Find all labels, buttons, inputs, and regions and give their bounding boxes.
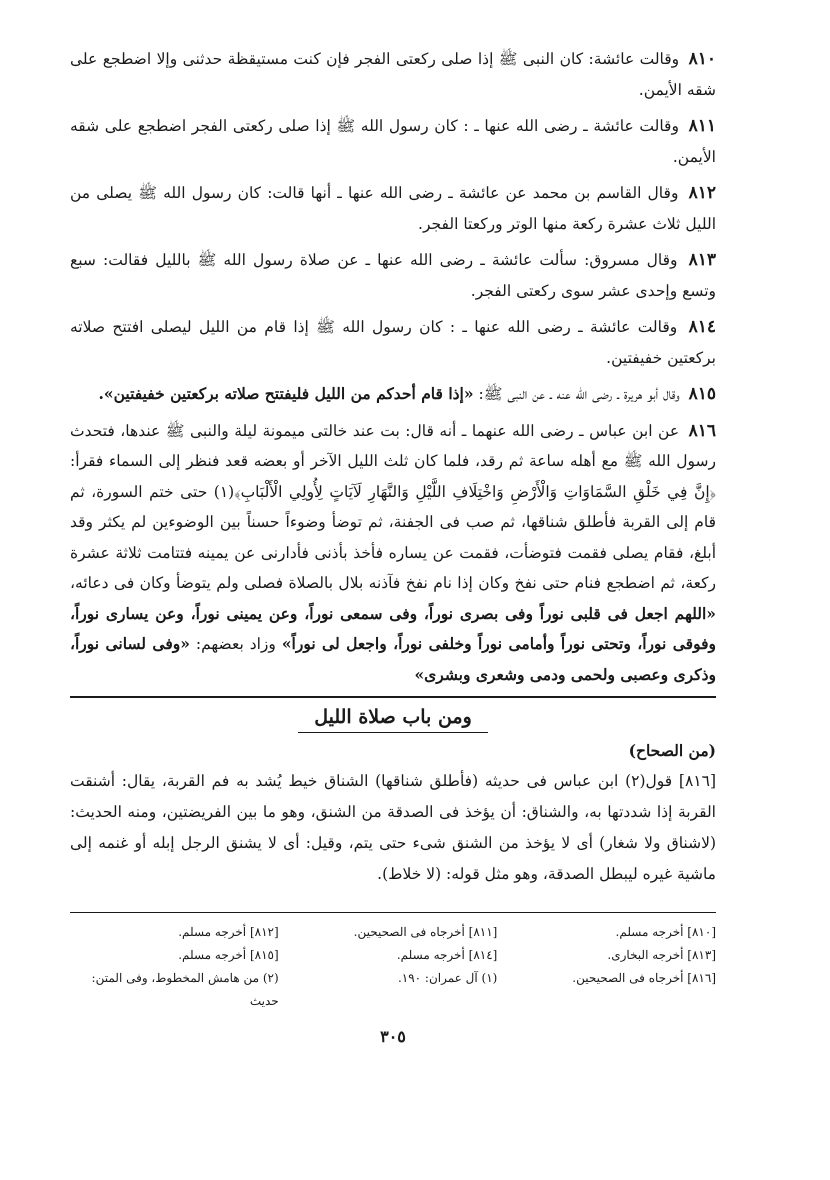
footnote: [٨١٣] أخرجه البخارى. — [607, 948, 716, 962]
hadith-text: وقال القاسم بن محمد عن عائشة ـ رضى الله عنها ـ أنها قالت: كان رسول الله ﷺ يصلى من الليل ثلاث عشرة ركعة منها الوتر وركعتا الفجر. — [70, 184, 716, 233]
hadith-quote: «إذا قام أحدكم من الليل فليفتتح صلاته بركعتين خفيفتين». — [98, 384, 474, 403]
hadith-number: ٨١٢ — [688, 183, 716, 203]
title-underline — [298, 732, 488, 733]
footnote: [٨١٤] أخرجه مسلم. — [396, 948, 498, 962]
hadith-number: ٨١٥ — [688, 384, 716, 404]
hadith-lead: وقال أبو هريرة ـ رضى الله عنه ـ عن النبى ﷺ: — [478, 385, 680, 403]
footnotes — [70, 921, 716, 1013]
hadith-number: ٨١٠ — [688, 49, 716, 69]
section-title-text: ومن باب صلاة الليل — [314, 706, 472, 728]
hadith-text: وقال مسروق: سألت عائشة ـ رضى الله عنها ـ عن صلاة رسول الله ﷺ بالليل فقالت: سبع وتسع وإحدى عشر سوى ركعتى الفجر. — [70, 251, 716, 300]
hadith-text: وقالت عائشة ـ رضى الله عنها ـ : كان رسول الله ﷺ إذا قام من الليل ليصلى افتتح صلاته بركعتين خفيفتين. — [70, 318, 716, 367]
hadith-addition-lead: وزاد بعضهم: — [195, 635, 276, 653]
page — [70, 44, 716, 1124]
section-title — [70, 706, 716, 733]
hadith-text: عن ابن عباس ـ رضى الله عنهما ـ أنه قال: بت عند خالتى ميمونة ليلة والنبى ﷺ عندها، فتحدث رسول الله ﷺ مع أهله ساعة ثم رقد، فلما كان ثلث الليل الآخر أو بعضه قعد فنظر إلى السماء فقرأ: ﴿إِنَّ فِي خَلْقِ السَّمَاوَاتِ وَالْأَرْضِ وَاخْتِلَافِ اللَّيْلِ وَالنَّهَارِ لَآيَاتٍ لِأُولِي الْأَلْبَابِ﴾(١) حتى ختم السورة، ثم قام إلى القربة فأطلق شناقها، ثم صب فى الجفنة، ثم توضأ وضوءاً حسناً بين الوضوءين لم يكثر وقد أبلغ، فقام يصلى فقمت فتوضأت، فقمت عن يساره فأخذ بأذنى فأدارنى عن يمينه فتتامت ثلاثة عشرة ركعة، ثم اضطجع فنام حتى نفخ وكان إذا نام نفخ فآذنه بلال بالصلاة فصلى ولم يتوضأ وكان فى دعائه، — [70, 421, 716, 592]
hadith-number: ٨١٣ — [688, 250, 716, 270]
footnote: [٨١٦] أخرجاه فى الصحيحين. — [572, 971, 716, 985]
footnote: [٨١١] أخرجاه فى الصحيحين. — [353, 925, 498, 939]
hadith-814 — [70, 312, 716, 373]
section-subtitle: (من الصحاح) — [628, 741, 716, 760]
section-divider — [70, 696, 716, 698]
hadith-addition: «وفى لسانى نوراً، وذكرى وعصبى ولحمى ودمى وشعرى وبشرى» — [70, 634, 716, 684]
footnote: (٢) من هامش المخطوط، وفى المتن: حديث — [91, 971, 279, 1008]
hadith-number: ٨١٤ — [688, 317, 716, 337]
hadith-number: ٨١٦ — [688, 420, 716, 441]
footnote: [٨١٠] أخرجه مسلم. — [615, 925, 716, 939]
hadith-812 — [70, 178, 716, 239]
hadith-813 — [70, 245, 716, 306]
footnote: (١) آل عمران: ١٩٠. — [397, 971, 498, 985]
hadith-text: وقالت عائشة: كان النبى ﷺ إذا صلى ركعتى الفجر فإن كنت مستيقظة حدثنى وإلا اضطجع على شقه الأيمن. — [70, 50, 716, 99]
hadith-811 — [70, 111, 716, 172]
footnote: [٨١٢] أخرجه مسلم. — [178, 925, 279, 939]
hadith-dua: «اللهم اجعل فى قلبى نوراً وفى بصرى نوراً، وفى سمعى نوراً، وعن يمينى نوراً، وعن يسارى نوراً، وفوقى نوراً، وتحتى نوراً وأمامى نوراً وخلفى نوراً، واجعل لى نوراً» — [70, 603, 716, 653]
commentary-paragraph: [٨١٦] قول(٢) ابن عباس فى حديثه (فأطلق شناقها) الشناق خيط يُشد به فم القربة، يقال: أشنقت القربة إذا شددتها به، والشناق: أن يؤخذ فى الصدقة من الشنق، وهو ما بين الفريضتين، ومنه الحديث: (لاشناق ولا شغار) أى لا يؤخذ من الشنق شىء حتى يتم، وقيل: أى لا يشنق الرجل إبله أو غنمه إلى ماشية غيره ليبطل الصدقة، وهو مثل قوله: (لا خلاط). — [70, 772, 716, 883]
footnote: [٨١٥] أخرجه مسلم. — [178, 948, 279, 962]
hadith-810 — [70, 44, 716, 105]
hadith-815 — [70, 379, 716, 410]
hadith-text: وقالت عائشة ـ رضى الله عنها ـ : كان رسول الله ﷺ إذا صلى ركعتى الفجر اضطجع على شقه الأيمن. — [70, 117, 716, 166]
hadith-number: ٨١١ — [688, 116, 716, 136]
footnote-divider — [70, 912, 716, 913]
page-number: ٣٠٥ — [380, 1027, 406, 1046]
hadith-816 — [70, 416, 716, 691]
